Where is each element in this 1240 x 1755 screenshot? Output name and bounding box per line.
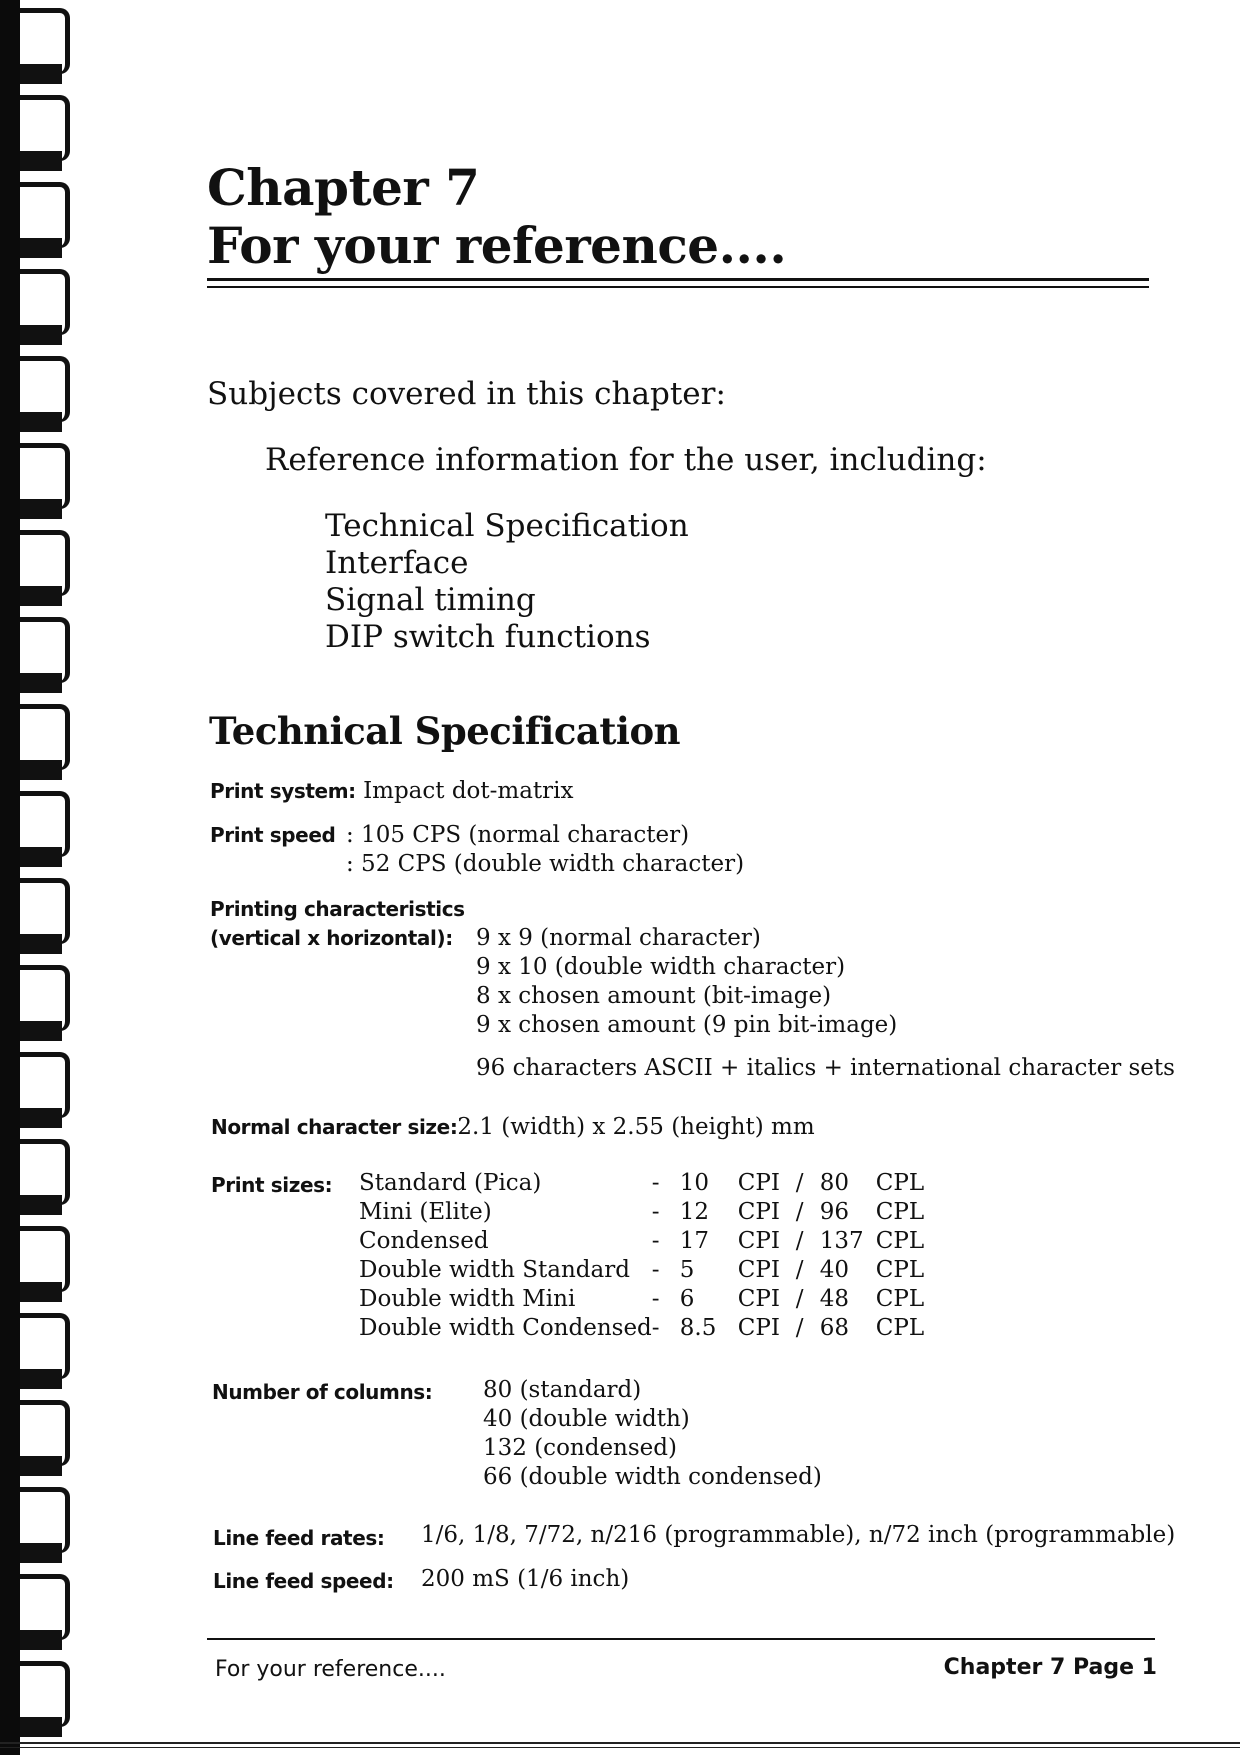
size-slash: / (795, 1169, 804, 1196)
size-slash: / (795, 1285, 804, 1312)
binding-tab (20, 586, 62, 606)
normal-char-size-row (211, 1113, 815, 1142)
columns-label: Number of columns: (212, 1380, 433, 1404)
line-feed-rates-label: Line feed rates: (213, 1526, 385, 1550)
size-name: Double width Condensed (359, 1314, 652, 1341)
size-cpi: 17 (679, 1227, 710, 1254)
page-number: Chapter 7 Page 1 (943, 1655, 1157, 1680)
subject-item: Signal timing (325, 582, 536, 618)
size-name: Standard (Pica) (359, 1169, 542, 1196)
footer-title: For your reference.... (215, 1657, 446, 1682)
binding-tab (20, 934, 62, 954)
binding-tab (20, 64, 62, 84)
binding-tab (20, 1630, 62, 1650)
table-row (359, 1313, 924, 1342)
size-slash: / (795, 1198, 804, 1225)
size-cpl: 40 (819, 1256, 850, 1283)
size-cpl: 68 (819, 1314, 850, 1341)
subject-item: Interface (325, 545, 469, 581)
characteristic-value: 9 x chosen amount (9 pin bit-image) (476, 1012, 898, 1038)
columns-value: 66 (double width condensed) (483, 1464, 822, 1490)
size-cpl-unit: CPL (875, 1256, 925, 1283)
print-sizes-table (359, 1168, 924, 1342)
printing-characteristics-label: Printing characteristics (210, 897, 465, 921)
print-sizes-label: Print sizes: (211, 1173, 333, 1197)
size-name: Condensed (359, 1227, 489, 1254)
size-cpi-unit: CPI (737, 1198, 780, 1225)
chapter-subtitle: For your reference.... (207, 216, 787, 275)
size-slash: / (795, 1314, 804, 1341)
table-row (359, 1255, 924, 1284)
binding-tab (20, 760, 62, 780)
binding-tab (20, 673, 62, 693)
size-name: Double width Mini (359, 1285, 576, 1312)
binding-tab (20, 325, 62, 345)
columns-value: 80 (standard) (483, 1377, 642, 1403)
normal-char-size-value: 2.1 (width) x 2.55 (height) mm (457, 1114, 815, 1140)
chapter-title: Chapter 7 (207, 158, 480, 217)
size-dash: - (651, 1314, 660, 1341)
size-name: Double width Standard (359, 1256, 630, 1283)
size-dash: - (651, 1198, 660, 1225)
binding-tab (20, 1456, 62, 1476)
binding-tab (20, 1717, 62, 1737)
size-cpl-unit: CPL (875, 1314, 925, 1341)
line-feed-speed-value: 200 mS (1/6 inch) (421, 1566, 630, 1592)
table-row (359, 1197, 924, 1226)
size-cpi: 6 (679, 1285, 695, 1312)
subject-item: DIP switch functions (325, 619, 651, 655)
subjects-intro: Reference information for the user, including: (265, 442, 987, 478)
size-name: Mini (Elite) (359, 1198, 492, 1225)
print-system-row (210, 777, 574, 806)
size-cpl-unit: CPL (875, 1227, 925, 1254)
charset-value: 96 characters ASCII + italics + international character sets (476, 1055, 1175, 1081)
table-row (359, 1226, 924, 1255)
characteristic-value: 8 x chosen amount (bit-image) (476, 983, 832, 1009)
size-cpi-unit: CPI (737, 1285, 780, 1312)
binding-tab (20, 499, 62, 519)
subject-item: Technical Specification (325, 508, 689, 544)
size-dash: - (651, 1285, 660, 1312)
characteristic-value: 9 x 10 (double width character) (476, 954, 846, 980)
binding-spine (0, 0, 20, 1755)
size-dash: - (651, 1169, 660, 1196)
table-row (359, 1284, 924, 1313)
print-system-label: Print system: (210, 779, 356, 803)
binding-tab (20, 847, 62, 867)
size-cpi: 10 (679, 1169, 710, 1196)
size-cpl-unit: CPL (875, 1169, 925, 1196)
size-cpl-unit: CPL (875, 1198, 925, 1225)
size-cpl: 48 (819, 1285, 850, 1312)
print-system-value: Impact dot-matrix (363, 778, 574, 804)
binding-tab (20, 1282, 62, 1302)
binding-tab (20, 1195, 62, 1215)
binding-tab (20, 1543, 62, 1563)
size-cpi-unit: CPI (737, 1227, 780, 1254)
size-cpi: 12 (679, 1198, 710, 1225)
line-feed-speed-label: Line feed speed: (213, 1569, 394, 1593)
table-row (359, 1168, 924, 1197)
columns-value: 40 (double width) (483, 1406, 690, 1432)
print-speed-value: : 52 CPS (double width character) (346, 851, 745, 877)
size-cpl-unit: CPL (875, 1285, 925, 1312)
binding-tab (20, 238, 62, 258)
size-cpi: 5 (679, 1256, 695, 1283)
size-dash: - (651, 1256, 660, 1283)
footer-rule (207, 1638, 1155, 1640)
binding-tab (20, 1108, 62, 1128)
characteristic-value: 9 x 9 (normal character) (476, 925, 761, 951)
binding-tab (20, 1369, 62, 1389)
size-cpl: 96 (819, 1198, 850, 1225)
spiral-binding (0, 0, 92, 1755)
binding-tab (20, 1021, 62, 1041)
size-cpi-unit: CPI (737, 1256, 780, 1283)
size-cpi: 8.5 (679, 1314, 717, 1341)
binding-tab (20, 412, 62, 432)
size-cpl: 137 (819, 1227, 864, 1254)
line-feed-rates-value: 1/6, 1/8, 7/72, n/216 (programmable), n/72 inch (programmable) (421, 1522, 1176, 1548)
subject-list (325, 508, 689, 656)
page-edge-rule (0, 1742, 1240, 1748)
size-slash: / (795, 1256, 804, 1283)
print-speed-label: Print speed (210, 823, 336, 847)
title-rule-thin (207, 286, 1149, 288)
subjects-label: Subjects covered in this chapter: (207, 376, 726, 412)
size-cpi-unit: CPI (737, 1314, 780, 1341)
title-rule (207, 278, 1149, 281)
printing-characteristics-sublabel: (vertical x horizontal): (210, 926, 453, 950)
size-dash: - (651, 1227, 660, 1254)
size-cpl: 80 (819, 1169, 850, 1196)
size-cpi-unit: CPI (737, 1169, 780, 1196)
section-heading: Technical Specification (209, 709, 681, 753)
binding-tab (20, 151, 62, 171)
size-slash: / (795, 1227, 804, 1254)
columns-value: 132 (condensed) (483, 1435, 677, 1461)
normal-char-size-label: Normal character size: (211, 1115, 458, 1139)
print-speed-value: : 105 CPS (normal character) (346, 822, 690, 848)
